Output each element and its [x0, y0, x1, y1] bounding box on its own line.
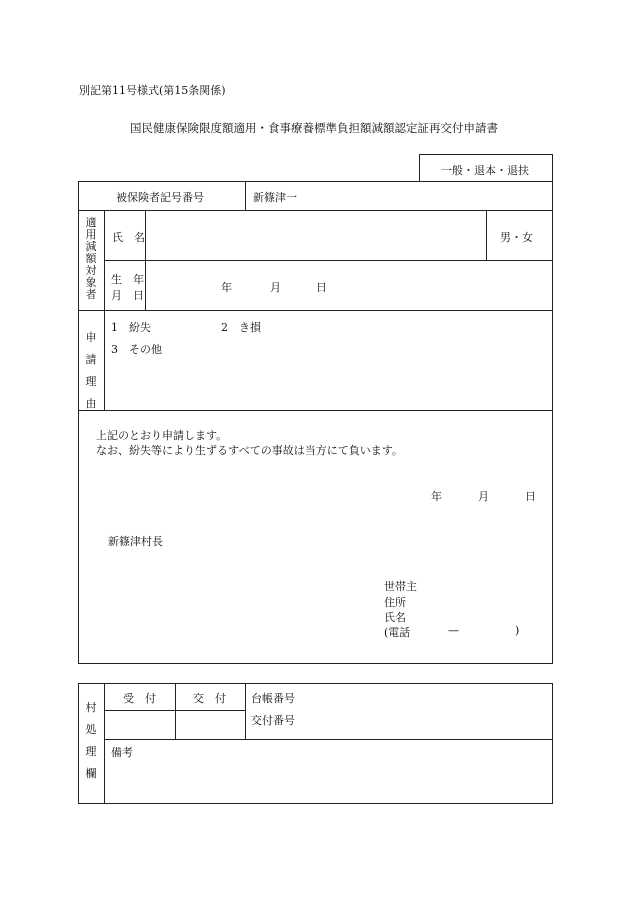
received-label: 受 付 [123, 692, 156, 705]
insured-number-value[interactable]: 新篠津一 [253, 191, 297, 204]
application-month[interactable]: 月 [478, 490, 489, 503]
remarks-label: 備考 [111, 746, 133, 759]
birth-year[interactable]: 年 [221, 281, 232, 294]
form-number: 別記第11号様式(第15条関係) [79, 84, 226, 97]
declaration-line-2: なお、紛失等により生ずるすべての事故は当方にて負います。 [96, 444, 403, 457]
birth-month[interactable]: 月 [270, 281, 281, 294]
sex-selector[interactable]: 男・女 [500, 231, 533, 244]
name-label: 氏 名 [112, 231, 145, 244]
householder-label: 世帯主 [384, 580, 417, 593]
application-day[interactable]: 日 [525, 490, 536, 503]
issued-label: 交 付 [193, 692, 226, 705]
issue-number-label: 交付番号 [251, 714, 295, 727]
insured-number-label: 被保険者記号番号 [116, 191, 204, 204]
declaration-line-1: 上記のとおり申請します。 [96, 429, 228, 442]
reason-lost[interactable]: 1 紛失 [111, 321, 151, 334]
birth-day[interactable]: 日 [316, 281, 327, 294]
application-form [78, 181, 553, 664]
category-box [419, 154, 553, 182]
applicant-name-label[interactable]: 氏名 [384, 611, 406, 624]
birth-label-bottom: 月 日 [111, 289, 144, 302]
addressee: 新篠津村長 [108, 535, 163, 548]
reason-damaged[interactable]: 2 き損 [221, 321, 261, 334]
reason-side-label: 申 請 理 由 [85, 331, 97, 410]
category-text: 一般・退本・退扶 [441, 164, 529, 177]
reason-other[interactable]: 3 その他 [111, 343, 162, 356]
document-title: 国民健康保険限度額適用・食事療養標準負担額減額認定証再交付申請書 [130, 121, 498, 135]
phone-close: ) [515, 624, 520, 637]
phone-dash: — [448, 624, 459, 637]
ledger-number-label: 台帳番号 [251, 692, 295, 705]
birth-label-top: 生 年 [111, 273, 144, 286]
address-label[interactable]: 住所 [384, 596, 406, 609]
application-year[interactable]: 年 [431, 490, 442, 503]
target-person-side-label: 適 用 減 額 対 象 者 [85, 216, 97, 301]
phone-label[interactable]: (電話 [384, 626, 411, 639]
office-side-label: 村 処 理 欄 [85, 701, 97, 780]
